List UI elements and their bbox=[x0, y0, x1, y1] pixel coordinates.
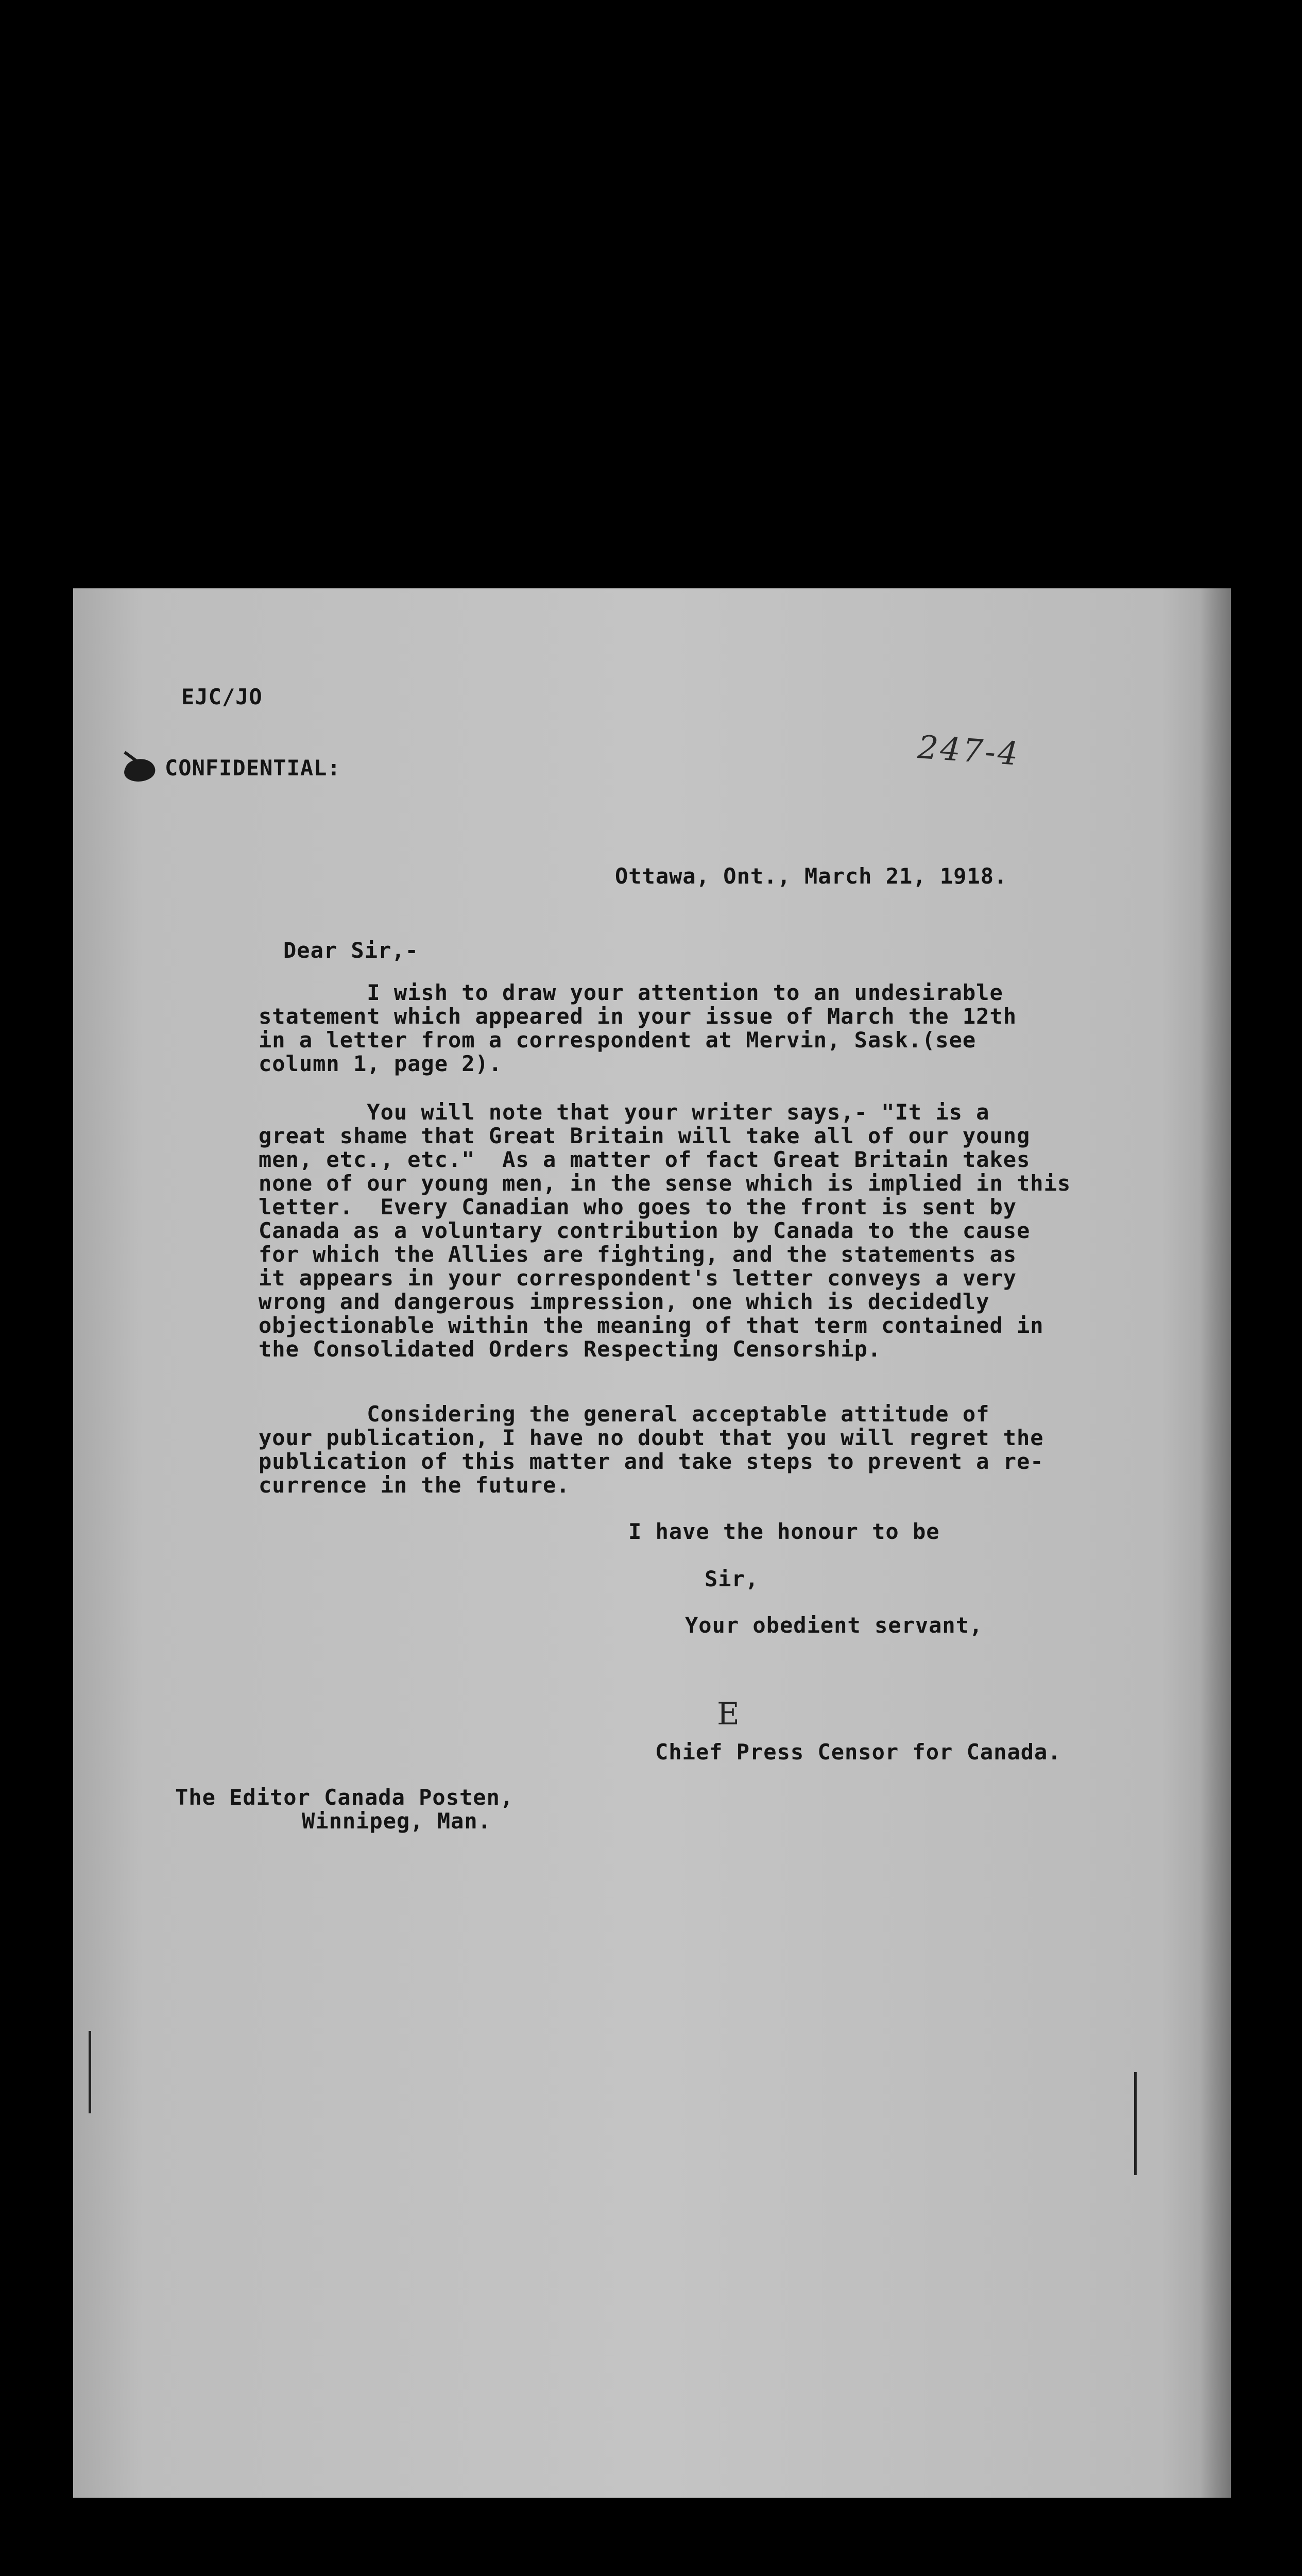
paragraph-2-line: wrong and dangerous impression, one which is decidedly bbox=[259, 1289, 990, 1314]
closing-honour: I have the honour to be bbox=[628, 1519, 940, 1544]
paragraph-2-line: the Consolidated Orders Respecting Censorship. bbox=[259, 1336, 882, 1362]
addressee-line-2: Winnipeg, Man. bbox=[302, 1808, 492, 1834]
signature-title: Chief Press Censor for Canada. bbox=[655, 1739, 1061, 1765]
margin-mark bbox=[89, 2031, 91, 2113]
paragraph-2-line: letter. Every Canadian who goes to the front is sent by bbox=[259, 1194, 1017, 1219]
paragraph-2-line: men, etc., etc." As a matter of fact Great Britain takes bbox=[259, 1147, 1031, 1172]
paragraph-2-line: Canada as a voluntary contribution by Canada to the cause bbox=[259, 1218, 1031, 1243]
paragraph-3-line: your publication, I have no doubt that you will regret the bbox=[259, 1425, 1044, 1450]
paragraph-1-line: statement which appeared in your issue of March the 12th bbox=[259, 1004, 1017, 1029]
dateline: Ottawa, Ont., March 21, 1918. bbox=[615, 863, 1008, 889]
paragraph-2-line: great shame that Great Britain will take all of our young bbox=[259, 1123, 1031, 1148]
salutation: Dear Sir,- bbox=[283, 938, 419, 963]
confidential-heading: CONFIDENTIAL: bbox=[165, 755, 341, 781]
paragraph-2-line: You will note that your writer says,- "It is a bbox=[259, 1099, 990, 1125]
paragraph-3-line: currence in the future. bbox=[259, 1472, 570, 1498]
margin-mark bbox=[1134, 2072, 1137, 2175]
reference-initials: EJC/JO bbox=[181, 684, 263, 709]
paragraph-2-line: for which the Allies are fighting, and the statements as bbox=[259, 1242, 1017, 1267]
handwritten-file-number: 247-4 bbox=[916, 728, 1022, 773]
page-shadow bbox=[1200, 588, 1231, 2498]
paragraph-2-line: none of our young men, in the sense which is implied in this bbox=[259, 1171, 1071, 1196]
paragraph-1-line: I wish to draw your attention to an undesirable bbox=[259, 980, 1003, 1005]
paragraph-2-line: objectionable within the meaning of that term contained in bbox=[259, 1313, 1044, 1338]
paragraph-3-line: publication of this matter and take steps to prevent a re- bbox=[259, 1449, 1044, 1474]
paragraph-1-line: column 1, page 2). bbox=[259, 1051, 503, 1076]
ink-blot-mark bbox=[119, 748, 161, 784]
handwritten-initials: E bbox=[717, 1696, 740, 1732]
letter-page bbox=[73, 588, 1231, 2498]
paragraph-3-line: Considering the general acceptable attitude of bbox=[259, 1401, 990, 1427]
closing-sir: Sir, bbox=[705, 1566, 759, 1591]
paragraph-2-line: it appears in your correspondent's letter conveys a very bbox=[259, 1265, 1017, 1291]
closing-servant: Your obedient servant, bbox=[685, 1613, 983, 1638]
paragraph-1-line: in a letter from a correspondent at Mervin, Sask.(see bbox=[259, 1027, 976, 1053]
addressee-line-1: The Editor Canada Posten, bbox=[175, 1785, 514, 1810]
